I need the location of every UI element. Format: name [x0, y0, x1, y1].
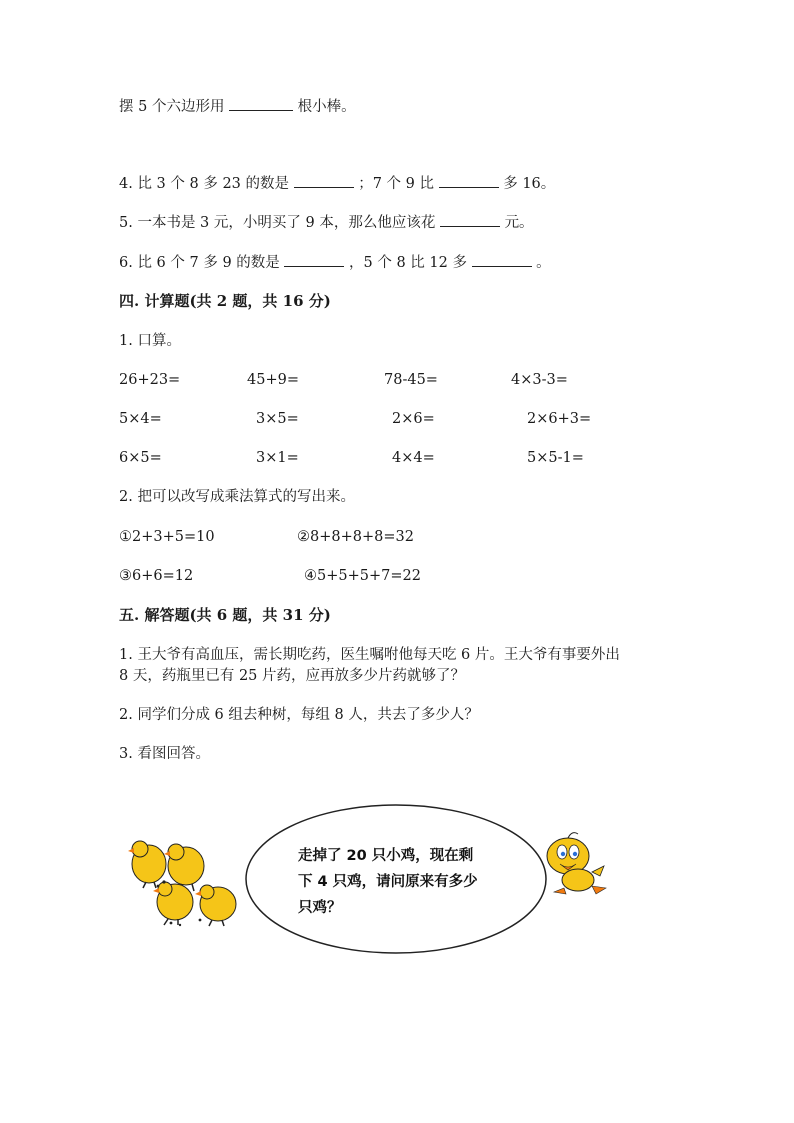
speech-bubble-text: [298, 843, 528, 921]
expression-item: ①2+3+5=10: [119, 529, 215, 545]
section-5-title: 五. 解答题(共 6 题，共 31 分): [119, 606, 331, 624]
calc-q2-label: 2. 把可以改写成乘法算式的写出来。: [119, 489, 355, 505]
expression-item: ④5+5+5+7=22: [304, 568, 421, 584]
oral-calc-item: 2×6=: [392, 411, 435, 427]
bubble-line-2: 下 4 只鸡，请问原来有多少: [298, 874, 478, 890]
oral-calc-item: 5×4=: [119, 411, 162, 427]
q4-text-2: ；7 个 9 比: [358, 176, 434, 192]
chick: [153, 882, 193, 925]
oral-calc-item: 2×6+3=: [527, 411, 592, 427]
oral-calc-item: 5×5-1=: [527, 450, 584, 466]
bubble-line-3: 只鸡？: [298, 900, 342, 916]
oral-calc-item: 45+9=: [247, 372, 299, 388]
q3-text-after: 根小棒。: [297, 99, 356, 115]
oral-calc-item: 3×5=: [256, 411, 299, 427]
oral-calc-item: 78-45=: [384, 372, 438, 388]
section-4-title: 四. 计算题(共 2 题，共 16 分): [119, 292, 331, 310]
yellow-bird: [547, 833, 606, 894]
expression-item: ③6+6=12: [119, 568, 194, 584]
oral-calc-item: 4×3-3=: [511, 372, 568, 388]
q6-text-3: 。: [536, 255, 551, 271]
calc-q1-label: 1. 口算。: [119, 333, 181, 349]
q5-text-1: 5. 一本书是 3 元，小明买了 9 本，那么他应该花: [119, 215, 436, 231]
q6-text-2: ，5 个 8 比 12 多: [349, 255, 467, 271]
word-problem-1-line-2: 8 天，药瓶里已有 25 片药，应再放多少片药就够了？: [119, 668, 466, 684]
q4-text-1: 4. 比 3 个 8 多 23 的数是: [119, 176, 289, 192]
expression-item: ②8+8+8+8=32: [297, 529, 414, 545]
q5-text-2: 元。: [504, 215, 534, 231]
word-problem-2: 2. 同学们分成 6 组去种树，每组 8 人，共去了多少人？: [119, 707, 479, 723]
oral-calc-item: 3×1=: [256, 450, 299, 466]
q6-text-1: 6. 比 6 个 7 多 9 的数是: [119, 255, 280, 271]
oral-calc-item: 26+23=: [119, 372, 181, 388]
oral-calc-item: 4×4=: [392, 450, 435, 466]
chick: [128, 841, 166, 888]
chick-group: [128, 841, 236, 926]
q4-text-3: 多 16。: [503, 176, 556, 192]
word-problem-3: 3. 看图回答。: [119, 746, 210, 762]
oral-calc-item: 6×5=: [119, 450, 162, 466]
bubble-line-1: 走掉了 20 只小鸡，现在剩: [298, 848, 474, 864]
word-problem-1-line-1: 1. 王大爷有高血压，需长期吃药，医生嘱咐他每天吃 6 片。王大爷有事要外出: [119, 647, 620, 663]
q3-text-before: 摆 5 个六边形用: [119, 99, 225, 115]
